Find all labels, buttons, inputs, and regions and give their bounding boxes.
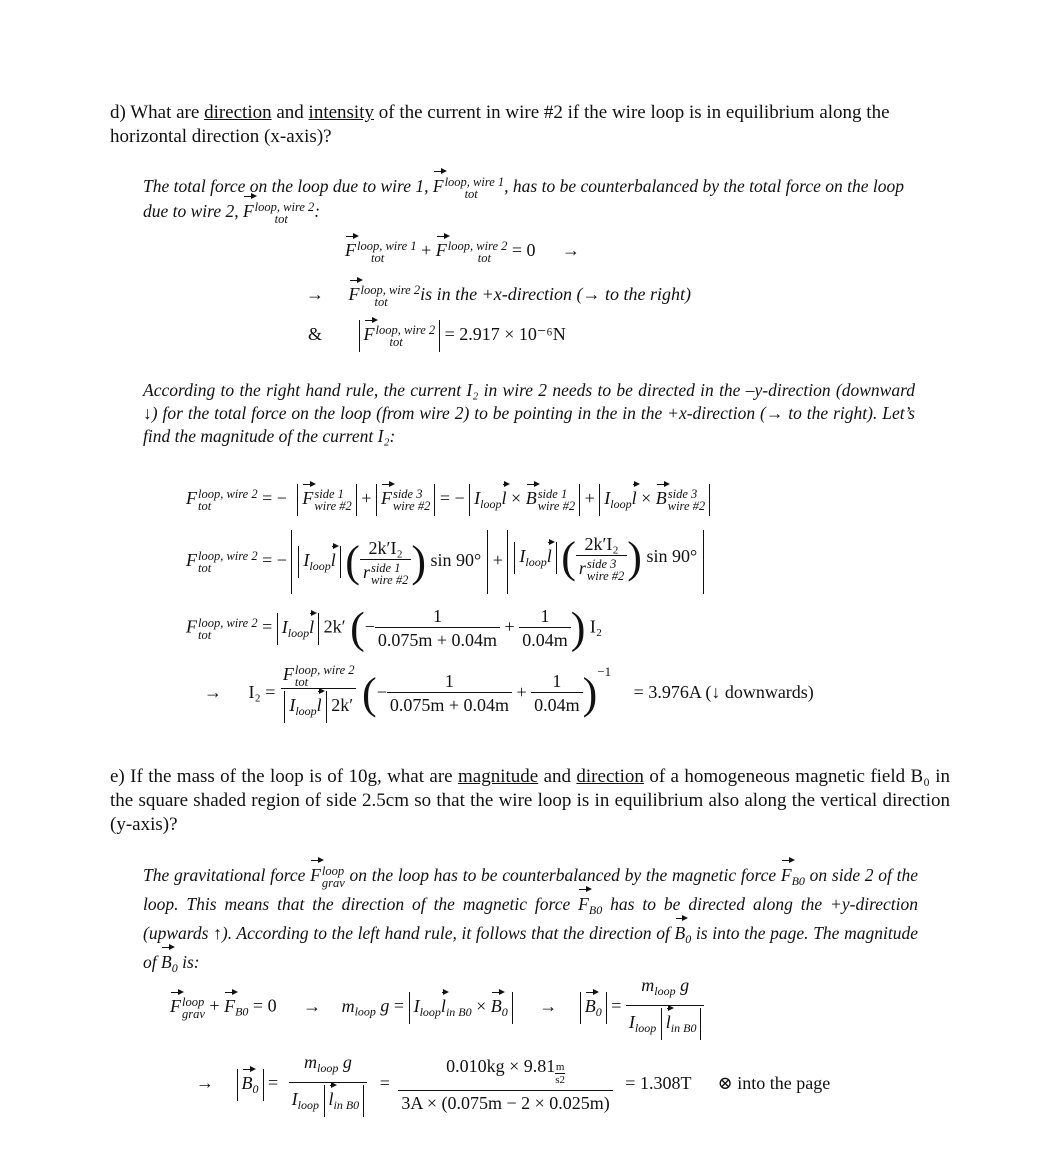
sub-label: B0	[791, 874, 805, 888]
sub-label: tot	[274, 211, 288, 226]
answer-text: is:	[177, 952, 200, 972]
field-symbol: B	[655, 488, 667, 509]
cross-sign: ×	[641, 488, 652, 509]
current-symbol: I	[289, 695, 296, 716]
question-d-text: of the current in wire #2 if the wire loop is in equilibrium along the horizontal direction (x-axis)?	[110, 102, 890, 147]
sub-label: tot	[477, 251, 491, 265]
question-e	[110, 765, 950, 837]
sup-label: loop, wire 2	[375, 323, 436, 337]
plus-sign: +	[492, 550, 503, 571]
answer-text: The gravitational force	[143, 865, 311, 885]
abs-value	[324, 1085, 365, 1117]
force-label	[255, 201, 315, 225]
sup-label: side 3	[392, 487, 423, 501]
plus-sign: +	[584, 488, 595, 509]
abs-value-term-2	[507, 530, 704, 594]
sub-label: loop	[287, 625, 310, 640]
sub-label: loop	[309, 559, 331, 573]
keyword-direction: direction	[204, 102, 272, 123]
length-vector: l	[665, 1012, 671, 1032]
sup-label: loop, wire 2	[198, 487, 258, 501]
equals-minus: = −	[262, 550, 287, 571]
length-vector: l	[328, 1089, 334, 1109]
answer-text: , has to be counterbalanced by the total force on the loop due to wire 2,	[143, 176, 904, 221]
mass-symbol: m	[341, 995, 355, 1016]
fraction	[398, 1056, 612, 1114]
implies-arrow: →	[303, 995, 322, 1016]
equals-sign: =	[262, 616, 273, 637]
sub-label: in B0	[670, 1021, 697, 1035]
sup-label: side 1	[537, 487, 568, 501]
sub-label: 0	[501, 1004, 508, 1019]
plus-sign: +	[209, 995, 220, 1016]
sup-label: loop	[182, 994, 205, 1009]
force-symbol: F	[348, 284, 360, 305]
length-vector: l	[309, 616, 315, 637]
force-symbol: F	[380, 488, 392, 509]
force-symbol: F	[302, 488, 314, 509]
sine-term: sin 90°	[646, 546, 698, 567]
gravity-symbol: g	[680, 975, 690, 995]
sup-label: loop, wire 2	[198, 549, 258, 563]
unit-den: s2	[555, 1073, 566, 1086]
denominator: 3A × (0.075m − 2 × 0.025m)	[398, 1090, 612, 1114]
sub-label: loop	[634, 1021, 657, 1035]
sub-label: tot	[198, 499, 212, 513]
force-label	[393, 488, 430, 512]
equation-force-balance	[345, 240, 580, 264]
sub-label: 0	[252, 1081, 259, 1096]
coefficient: 2k′	[323, 616, 346, 637]
sup-label: loop, wire 2	[447, 239, 508, 253]
current-symbol: I	[303, 550, 310, 570]
gravity-symbol: g	[342, 1052, 352, 1072]
length-vector: l	[546, 546, 552, 567]
force-label	[376, 324, 436, 348]
current-symbol: I	[413, 995, 420, 1016]
force-label	[445, 176, 505, 200]
abs-value	[297, 484, 356, 516]
force-symbol: F	[432, 176, 444, 196]
length-vector: l	[631, 488, 637, 509]
equals-minus: = −	[439, 488, 465, 509]
equation-e-line-1	[170, 975, 704, 1040]
equals-minus: = −	[262, 488, 287, 509]
current-symbol: I	[291, 1089, 298, 1109]
denominator	[576, 555, 627, 582]
gravity-symbol: g	[380, 995, 390, 1016]
into-page-label: ⊗ into the page	[717, 1072, 831, 1093]
sub-label: loop	[525, 555, 547, 570]
equation-line-4	[204, 664, 814, 723]
abs-value-term-1	[291, 530, 488, 594]
question-d-text: and	[271, 102, 309, 123]
answer-text: :	[314, 200, 321, 221]
equals-sign: =	[379, 1072, 390, 1093]
paren-open: (	[362, 668, 377, 718]
force-label	[361, 284, 421, 308]
force-symbol: F	[186, 488, 197, 509]
field-symbol: B	[241, 1072, 253, 1093]
coefficient: 2k′	[331, 695, 354, 716]
mass-symbol: m	[304, 1052, 317, 1072]
r-label	[371, 562, 408, 586]
sub-label: loop	[317, 1061, 339, 1075]
numerator: 2k′I₂	[584, 534, 619, 554]
equation-line-1	[186, 484, 710, 516]
sine-term: sin 90°	[430, 550, 482, 570]
plus-sign: +	[361, 488, 372, 509]
paren-open: (	[345, 536, 360, 586]
current-symbol: I	[628, 1012, 635, 1032]
denominator: 0.04m	[519, 627, 571, 651]
numerator: 1	[432, 606, 442, 626]
keyword-intensity: intensity	[308, 102, 374, 123]
sup-label: side 3	[667, 487, 698, 501]
mass-symbol: m	[641, 975, 655, 995]
fraction	[576, 534, 627, 582]
numerator	[301, 1052, 355, 1082]
paren-open: (	[561, 533, 576, 582]
equation-line-2	[186, 530, 704, 594]
r-symbol: r	[578, 558, 586, 579]
sub-label: tot	[374, 295, 388, 309]
numerator	[443, 1056, 568, 1090]
abs-value	[277, 613, 319, 645]
sub-label: B0	[235, 1004, 249, 1019]
sub-label: loop	[610, 497, 632, 512]
sub-label: tot	[198, 627, 212, 642]
sup-label: loop, wire 1	[357, 239, 417, 253]
force-label	[314, 488, 351, 512]
force-label	[322, 865, 345, 889]
abs-value	[599, 484, 710, 516]
fraction	[531, 671, 583, 716]
answer-text: The total force on the loop due to wire 1,	[143, 176, 433, 196]
answer-text: has to be directed along the +y-direction (upwards ↑). According to the left hand rule, it follows that the direction of	[143, 894, 918, 943]
sub-label: tot	[464, 186, 478, 201]
question-d-text: d) What are	[110, 102, 205, 123]
equals-zero: = 0	[511, 240, 536, 261]
cross-sign: ×	[511, 488, 522, 509]
sub-label: loop	[295, 704, 317, 719]
answer-text: on side 2 of the loop. This means that the direction of the magnetic force	[143, 865, 919, 914]
abs-value	[514, 542, 556, 574]
abs-value	[409, 992, 513, 1024]
sub-label: B0	[588, 903, 603, 917]
answer-text: on the loop has to be counterbalanced by the magnetic force	[344, 865, 781, 885]
sub-label: loop	[297, 1098, 319, 1112]
implies-arrow: →	[196, 1072, 214, 1093]
numerator	[638, 975, 692, 1005]
force-label	[198, 617, 258, 641]
force-symbol: F	[282, 664, 294, 685]
sub-label: wire #2	[314, 499, 352, 513]
current-I2-equals: I₂ =	[248, 682, 276, 702]
denominator	[626, 1005, 705, 1040]
result-I2: = 3.976A (↓ downwards)	[633, 682, 814, 702]
force-symbol: F	[435, 240, 447, 261]
force-label	[357, 240, 417, 264]
sub-label: 0	[595, 1004, 602, 1019]
force-symbol: F	[242, 200, 254, 221]
sub-label: wire #2	[537, 499, 576, 513]
field-label	[538, 488, 575, 512]
question-e-text: of a homogeneous magnetic field B₀ in the square shaded region of side 2.5cm so that the wire loop is in equilibrium also along the vertical direction (y-axis)?	[110, 766, 950, 835]
sub-label: grav	[321, 875, 345, 890]
fraction	[626, 975, 705, 1040]
equals-sign: =	[611, 995, 622, 1016]
numerator: 1	[444, 671, 454, 692]
fraction	[289, 1052, 368, 1117]
r-label	[587, 558, 624, 582]
force-symbol: F	[224, 995, 236, 1016]
paren-close: )	[627, 533, 642, 582]
force-symbol: F	[345, 240, 356, 261]
plus-sign: +	[504, 616, 515, 637]
current-symbol: I	[281, 616, 288, 637]
length-vector: l	[501, 488, 507, 509]
fraction	[280, 664, 358, 723]
implies-arrow: →	[562, 240, 581, 261]
force-label	[448, 240, 508, 264]
field-symbol: B	[525, 488, 537, 509]
equals-sign: =	[268, 1072, 279, 1093]
sub-label: loop	[480, 497, 502, 512]
sub-label: in B0	[445, 1004, 472, 1019]
length-vector: l	[440, 995, 446, 1016]
exponent: −1	[597, 664, 612, 679]
paren-open: (	[350, 603, 365, 653]
sub-label: loop	[354, 1004, 376, 1019]
sub-label: loop	[419, 1004, 441, 1019]
force-label	[295, 664, 355, 688]
result-B0: = 1.308T	[625, 1072, 692, 1093]
abs-value	[284, 691, 326, 723]
sub-label: tot	[198, 561, 212, 575]
answer-d-rhr: According to the right hand rule, the current I₂ in wire 2 needs to be directed in the –y-direction (downward ↓) for the total force on the loop (from wire 2) to be pointing in the in the +x-direction (→ to the right). Let’s find the magnitude of the current I₂:	[143, 380, 915, 446]
ampersand: &	[308, 324, 323, 345]
plus-sign: +	[516, 682, 527, 702]
fraction	[360, 538, 411, 586]
sub-label: 0	[171, 961, 178, 975]
answer-text: is into the page. The magnitude of	[143, 923, 918, 972]
sup-label: loop, wire 2	[360, 283, 421, 297]
cross-sign: ×	[476, 995, 487, 1016]
force-symbol: F	[578, 894, 589, 914]
unit-num: m	[555, 1060, 565, 1073]
sup-label: side 1	[314, 487, 344, 501]
force-symbol: F	[170, 995, 181, 1016]
implies-arrow: →	[539, 995, 558, 1016]
fraction	[375, 606, 500, 651]
abs-value	[359, 320, 441, 352]
denominator	[360, 559, 411, 586]
sup-label: side 1	[370, 560, 401, 575]
force-symbol: F	[186, 616, 197, 637]
denominator	[281, 688, 356, 723]
sub-label: grav	[182, 1006, 205, 1021]
force-label	[182, 996, 205, 1020]
field-label	[668, 488, 705, 512]
sub-label: in B0	[333, 1098, 360, 1112]
equation-magnitude	[308, 320, 566, 352]
numerator: 1	[540, 606, 550, 626]
sub-label: loop	[654, 984, 676, 998]
sup-label: side 3	[586, 557, 617, 571]
numerator	[280, 664, 358, 688]
minus-sign: −	[364, 616, 375, 637]
paren-close: )	[411, 536, 426, 586]
question-e-text: and	[538, 766, 577, 787]
field-symbol: B	[674, 923, 686, 943]
denominator: 0.075m + 0.04m	[387, 692, 512, 716]
current-symbol: I	[604, 488, 611, 509]
current-symbol: I	[519, 546, 526, 567]
force-symbol: F	[186, 550, 197, 571]
abs-value	[469, 484, 580, 516]
abs-value	[580, 992, 607, 1024]
abs-value	[298, 546, 340, 578]
sub-label: tot	[371, 251, 385, 265]
fraction	[387, 671, 512, 716]
magnitude-value: = 2.917 × 10⁻⁶N	[444, 324, 566, 345]
numerator-values: 0.010kg × 9.81	[446, 1055, 556, 1076]
keyword-direction: direction	[576, 766, 644, 787]
current-symbol: I	[474, 488, 481, 509]
force-label	[198, 550, 258, 574]
force-symbol: F	[363, 324, 375, 345]
sup-label: loop, wire 2	[294, 663, 355, 678]
keyword-magnitude: magnitude	[457, 766, 539, 787]
sup-label: loop, wire 2	[198, 615, 258, 630]
abs-value	[237, 1069, 264, 1101]
force-label	[198, 488, 258, 512]
abs-value	[376, 484, 435, 516]
equals-zero: = 0	[252, 995, 277, 1016]
paren-close: )	[582, 668, 598, 718]
r-symbol: r	[362, 562, 370, 582]
sub-label: tot	[389, 335, 403, 349]
answer-e-intro	[143, 864, 918, 980]
direction-text: is in the +x-direction (→ to the right)	[420, 284, 692, 305]
sub-label: wire #2	[586, 569, 625, 583]
current-I2: I₂	[589, 616, 603, 637]
sub-label: wire #2	[370, 572, 409, 587]
question-e-text: e) If the mass of the loop is of 10g, what are	[110, 766, 458, 787]
implies-arrow: →	[306, 284, 324, 305]
field-symbol: B	[584, 995, 596, 1016]
plus-sign: +	[421, 240, 432, 261]
abs-value	[661, 1008, 702, 1040]
sub-label: wire #2	[667, 499, 706, 513]
denominator: 0.075m + 0.04m	[375, 627, 500, 651]
length-vector: l	[316, 695, 322, 716]
implies-arrow: →	[204, 682, 222, 702]
equation-direction	[306, 284, 691, 308]
minus-sign: −	[376, 682, 387, 702]
sub-label: 0	[685, 932, 692, 946]
sup-label: loop, wire 2	[254, 199, 315, 214]
denominator	[289, 1082, 368, 1117]
unit-fraction	[555, 1061, 565, 1086]
numerator: 2k′I₂	[368, 537, 403, 558]
force-symbol: F	[310, 865, 321, 885]
denominator: 0.04m	[531, 692, 583, 716]
numerator: 1	[552, 671, 562, 692]
field-symbol: B	[161, 952, 172, 972]
sub-label: wire #2	[392, 499, 431, 513]
answer-d-intro	[143, 175, 923, 225]
question-d	[110, 101, 950, 149]
fraction	[519, 606, 571, 651]
sub-label: tot	[294, 675, 309, 690]
equals-sign: =	[393, 995, 405, 1016]
equation-line-3	[186, 603, 603, 653]
paren-close: )	[570, 603, 586, 653]
equation-e-line-2	[196, 1052, 830, 1117]
length-vector: l	[330, 550, 336, 570]
sup-label: loop, wire 1	[444, 174, 505, 189]
sup-label: loop	[321, 863, 345, 878]
field-symbol: B	[490, 995, 502, 1016]
force-symbol: F	[780, 865, 792, 885]
